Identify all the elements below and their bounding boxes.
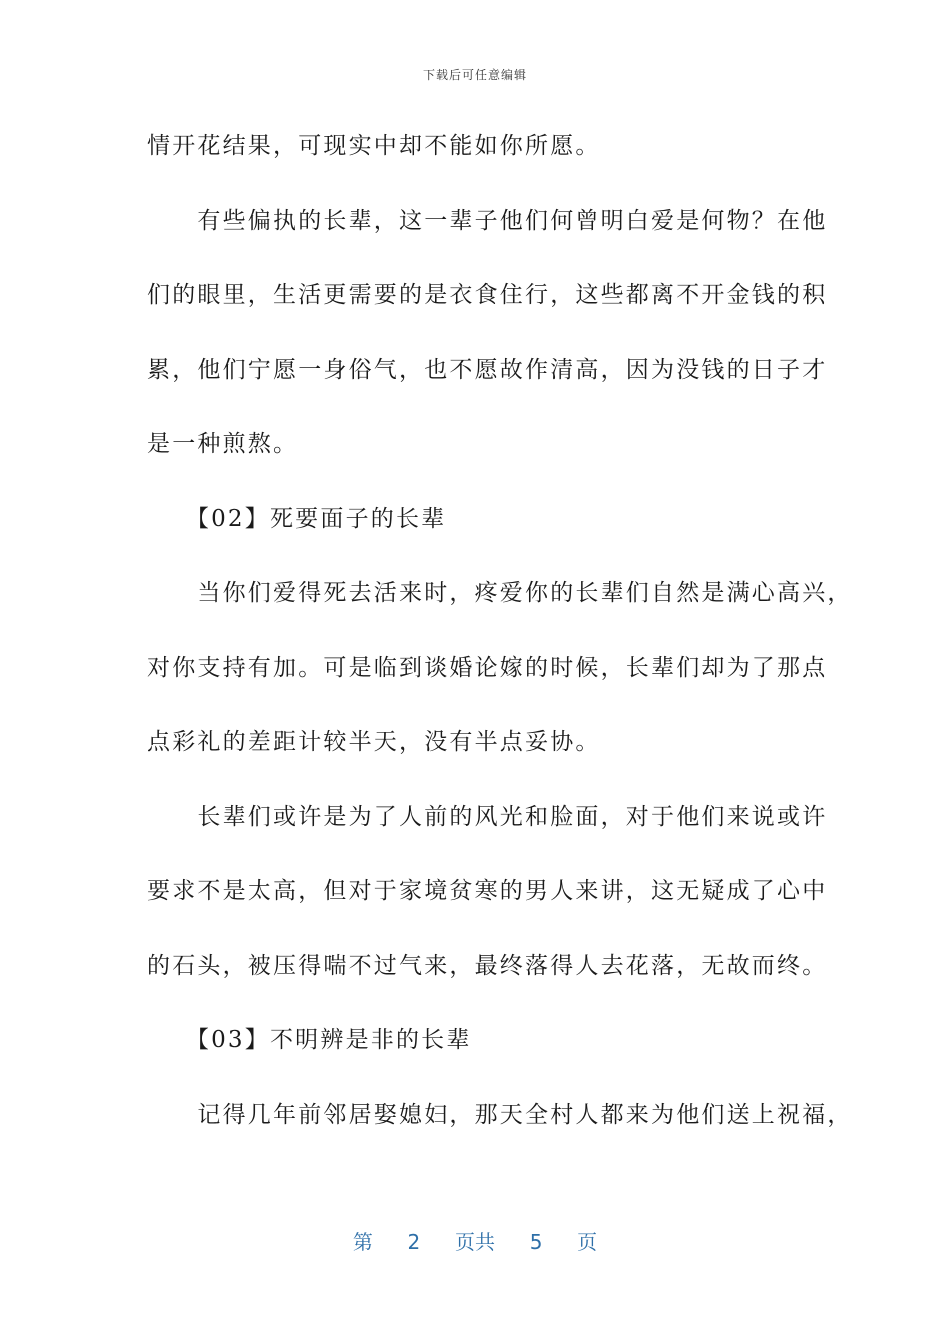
footer-page-label: 第: [352, 1230, 373, 1254]
text-line: 情开花结果，可现实中却不能如你所愿。: [147, 133, 601, 159]
text-line: 累，他们宁愿一身俗气，也不愿故作清高，因为没钱的日子才: [147, 356, 828, 383]
text-line: 点彩礼的差距计较半天，没有半点妥协。: [147, 729, 601, 755]
section-heading: 【02】死要面子的长辈: [147, 505, 447, 532]
text-line: 的石头，被压得喘不过气来，最终落得人去花落，无故而终。: [147, 952, 828, 979]
text-line: 们的眼里，生活更需要的是衣食住行，这些都离不开金钱的积: [147, 282, 828, 308]
footer-total-pages: 5: [529, 1230, 543, 1254]
text-line: 记得几年前邻居娶媳妇，那天全村人都来为他们送上祝福，: [147, 1101, 853, 1128]
footer-current-page: 2: [407, 1230, 421, 1254]
text-line: 是一种煎熬。: [147, 431, 299, 457]
header-note: 下载后可任意编辑: [422, 68, 527, 82]
document-body: [147, 120, 853, 1163]
page-footer: [0, 1226, 950, 1255]
text-line: 对你支持有加。可是临到谈婚论嫁的时候，长辈们却为了那点: [147, 654, 828, 681]
footer-total-prefix: 页共: [455, 1230, 495, 1254]
section-heading: 【03】不明辨是非的长辈: [147, 1027, 472, 1053]
text-line: 要求不是太高，但对于家境贫寒的男人来讲，这无疑成了心中: [147, 878, 828, 904]
footer-total-suffix: 页: [577, 1230, 598, 1254]
text-line: 长辈们或许是为了人前的风光和脸面，对于他们来说或许: [147, 803, 828, 830]
text-line: 有些偏执的长辈，这一辈子他们何曾明白爱是何物？在他: [147, 207, 828, 234]
text-line: 当你们爱得死去活来时，疼爱你的长辈们自然是满心高兴，: [147, 580, 853, 606]
